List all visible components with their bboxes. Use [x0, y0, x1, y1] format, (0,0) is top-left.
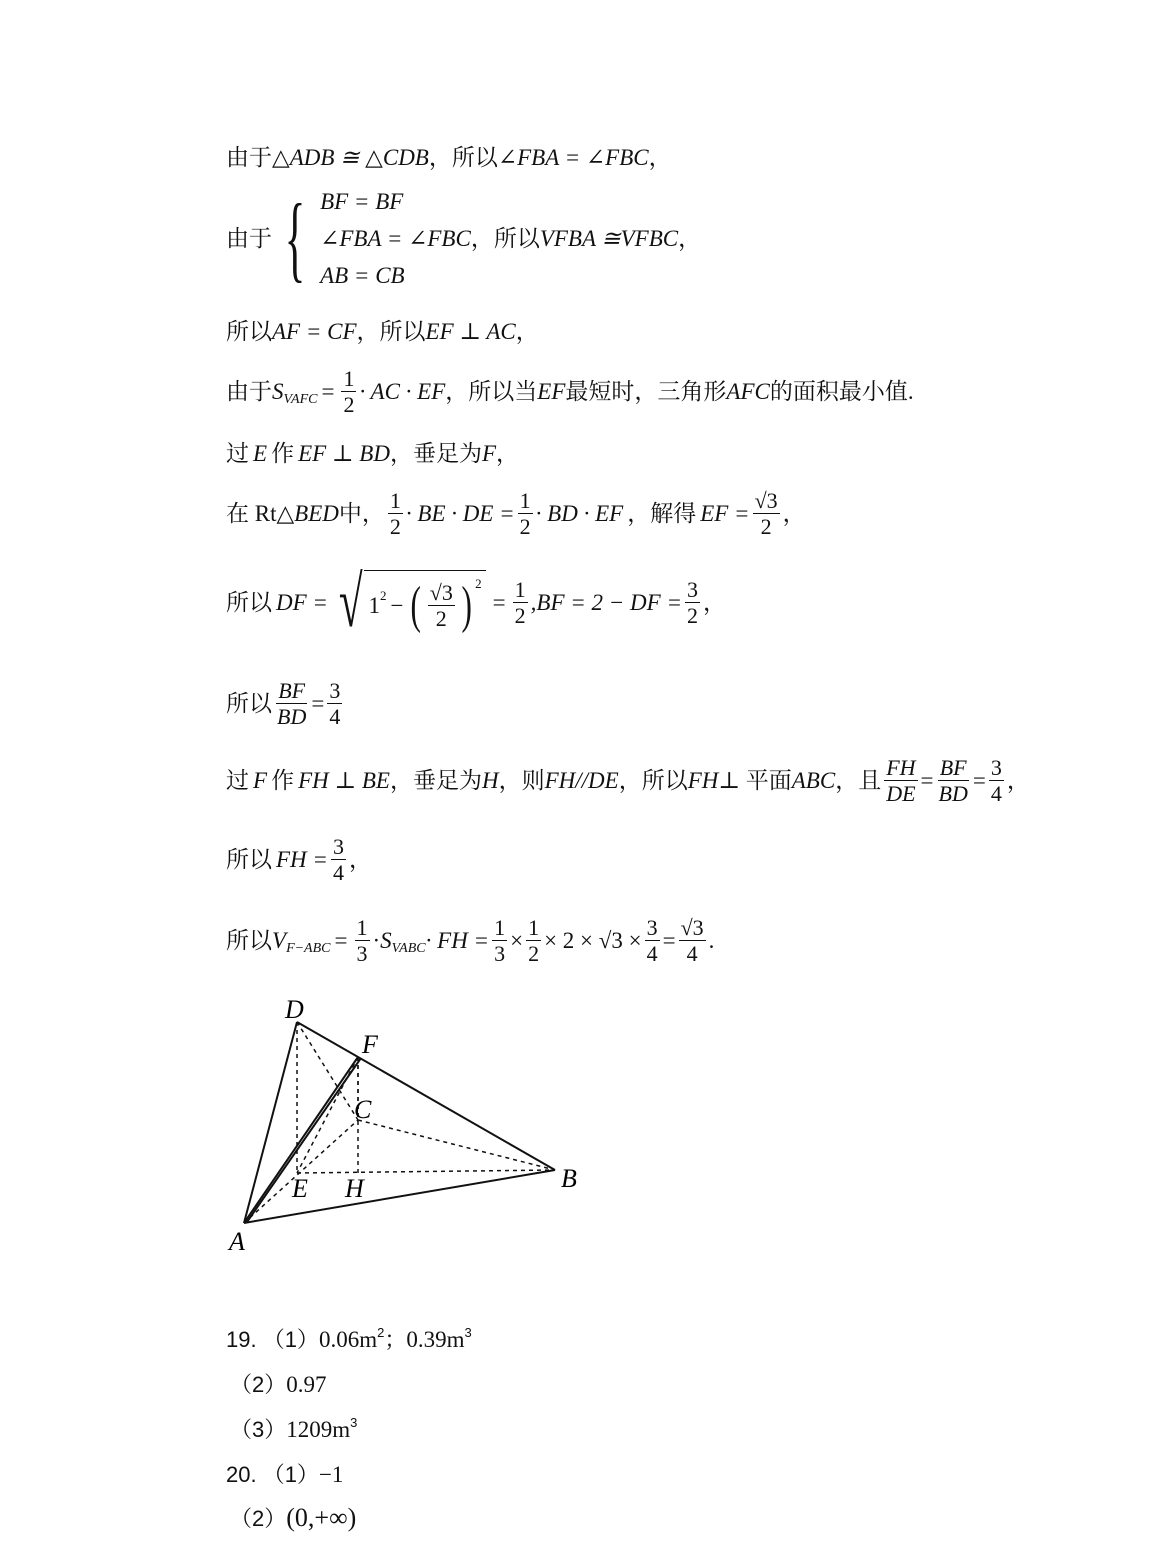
fraction [492, 915, 507, 967]
value: (0,+∞) [286, 1503, 357, 1532]
text: 最短时，三角形 [565, 379, 727, 405]
denominator: 3 [494, 941, 506, 967]
superscript: 3 [464, 1325, 472, 1340]
proof-line-1 [226, 146, 672, 169]
denominator: BD [938, 781, 968, 807]
numerator: 1 [389, 488, 401, 513]
math: △ADB ≅ △CDB [272, 145, 429, 170]
denominator: 3 [356, 941, 368, 967]
denominator: 4 [686, 941, 698, 967]
superscript: 2 [377, 1325, 385, 1340]
fraction [355, 915, 370, 967]
text: 中， [338, 501, 385, 527]
text: 所以 [226, 928, 272, 954]
answer-20-1 [226, 1458, 343, 1489]
superscript: 3 [350, 1415, 358, 1430]
fraction [937, 755, 970, 807]
math: △BED [276, 501, 339, 527]
proof-line-8 [226, 678, 345, 730]
math: FH ⊥ BE [298, 768, 390, 794]
fraction [341, 366, 356, 418]
system-row-3: AB = CB [320, 263, 405, 288]
subscript: F−ABC [286, 940, 331, 956]
value: 0.97 [286, 1372, 327, 1397]
text: ，则 [498, 768, 545, 794]
answer-19-2 [230, 1368, 327, 1399]
numerator: 1 [519, 488, 531, 513]
math: S [380, 928, 392, 954]
value: 0.06m [318, 1327, 378, 1352]
math: S [272, 379, 284, 405]
system-row-2 [320, 227, 701, 250]
text: = [492, 589, 506, 615]
text: ， [678, 226, 702, 251]
text: 所以 [226, 847, 272, 873]
fraction [513, 577, 528, 629]
text: × 2 × √3 × [544, 928, 642, 954]
fraction [645, 915, 660, 967]
text: = [662, 928, 676, 954]
text: − [390, 593, 404, 619]
denominator: DE [886, 781, 916, 807]
proof-line-3 [226, 320, 539, 343]
math: V [272, 928, 287, 954]
fraction [518, 488, 533, 540]
fraction [388, 488, 403, 540]
fraction [685, 577, 700, 629]
denominator: 2 [760, 514, 772, 540]
text: 所以 [226, 319, 272, 344]
text: 由于 [226, 379, 272, 405]
text: × [510, 928, 524, 954]
text: 1 [368, 593, 380, 619]
numerator: 3 [990, 755, 1002, 780]
left-paren-icon: ( [410, 576, 422, 634]
text: ，垂足为 [389, 441, 482, 466]
numerator: 1 [514, 576, 526, 602]
value: 1209m [286, 1417, 351, 1442]
radicand [364, 570, 485, 635]
fraction [753, 488, 780, 540]
math: · AC · EF [359, 379, 446, 405]
text: = [334, 928, 348, 954]
text: ，垂足为 [389, 768, 482, 794]
fraction [331, 834, 346, 886]
numerator: 3 [686, 576, 698, 602]
denominator: 2 [435, 606, 447, 632]
numerator: FH [886, 755, 916, 780]
proof-line-4 [226, 366, 914, 418]
label: 20. （1） [226, 1462, 319, 1487]
math: · BE · DE = [405, 501, 515, 527]
text: 的面积最小值. [769, 379, 914, 405]
label-E: E [292, 1174, 308, 1203]
square-root [331, 562, 486, 642]
text: ，所以 [470, 226, 540, 251]
answer-20-2 [230, 1502, 356, 1533]
text: 所以 [226, 589, 272, 615]
denominator: 4 [329, 704, 341, 730]
text: = [311, 691, 325, 717]
proof-line-11 [226, 915, 714, 967]
text: = [321, 379, 335, 405]
text: ，解得 [627, 501, 697, 527]
text: ， [702, 589, 726, 615]
math: VFBA ≅VFBC [539, 226, 679, 251]
superscript: 2 [475, 576, 482, 592]
denominator: 2 [514, 602, 526, 628]
text: ， [1006, 768, 1030, 794]
edge-FE [297, 1057, 358, 1173]
math: · FH = [425, 928, 490, 954]
text: ，所以 [356, 319, 426, 344]
system-row-1: BF = BF [320, 189, 404, 214]
numerator: 3 [646, 915, 658, 940]
proof-line-5 [226, 442, 519, 465]
value: −1 [318, 1462, 344, 1487]
denominator: 4 [332, 860, 344, 886]
math: AFC [726, 379, 770, 405]
math: EF ⊥ BD [298, 441, 390, 466]
text: ，所以 [618, 768, 688, 794]
answer-19-3 [230, 1413, 357, 1444]
denominator: 2 [343, 392, 355, 418]
fraction [526, 915, 541, 967]
subscript: VAFC [283, 391, 318, 407]
math: EF [537, 379, 566, 405]
text: · [372, 928, 381, 954]
math: ,BF = 2 − DF = [530, 589, 682, 615]
text: 在 Rt [226, 501, 277, 527]
numerator: √3 [429, 580, 453, 606]
text: 所以 [226, 691, 272, 717]
proof-line-7 [226, 562, 726, 642]
numerator: 1 [343, 366, 355, 391]
text: = [972, 768, 986, 794]
text: ， [515, 319, 539, 344]
brace-icon: { [284, 184, 306, 292]
text: 作 [271, 768, 295, 794]
value: 0.39m [406, 1327, 465, 1352]
denominator: 2 [528, 941, 540, 967]
text: ， [648, 145, 672, 170]
numerator: 1 [356, 915, 368, 940]
text: ， [348, 847, 372, 873]
text: ； [384, 1327, 407, 1352]
label-C: C [354, 1095, 372, 1124]
math: FH = [276, 847, 328, 873]
text: ， [496, 441, 520, 466]
brace-system [272, 184, 702, 292]
text: ，且 [835, 768, 882, 794]
math: EF ⊥ AC [425, 319, 516, 344]
superscript: 2 [379, 588, 387, 604]
label-H: H [345, 1174, 364, 1203]
edge-EB [297, 1170, 555, 1173]
edge-AD [244, 1022, 297, 1223]
math: · BD · EF [535, 501, 624, 527]
denominator: 2 [686, 602, 698, 628]
numerator: √3 [680, 915, 704, 940]
numerator: BF [278, 678, 306, 703]
math: DF = [276, 589, 328, 615]
label: 19. （1） [226, 1327, 319, 1352]
numerator: 1 [494, 915, 506, 940]
math: ∠FBA = ∠FBC [320, 226, 471, 251]
math: E [253, 441, 268, 466]
tetrahedron-figure [220, 990, 600, 1260]
radical-icon: √ [338, 562, 363, 642]
text: 过 [226, 768, 249, 794]
math: AF = CF [272, 319, 357, 344]
right-paren-icon: ) [461, 576, 472, 634]
label: （2） [230, 1372, 287, 1397]
math: FH//DE [544, 768, 619, 794]
denominator: 2 [519, 514, 531, 540]
numerator: 3 [332, 834, 344, 859]
math: ABC [791, 768, 836, 794]
numerator: 3 [329, 678, 341, 703]
edge-AB [244, 1170, 555, 1223]
math: H [481, 768, 499, 794]
math: F [481, 441, 497, 466]
proof-line-10 [226, 834, 372, 886]
denominator: 4 [646, 941, 658, 967]
math: ∠FBA = ∠FBC [497, 145, 649, 170]
label-D: D [285, 995, 304, 1024]
answer-19-1 [226, 1323, 472, 1354]
numerator: 1 [528, 915, 540, 940]
subscript: VABC [391, 940, 426, 956]
text: ， [782, 501, 806, 527]
numerator: √3 [754, 488, 778, 513]
fraction [679, 915, 706, 967]
fraction [989, 755, 1004, 807]
text: ⊥ 平面 [718, 768, 792, 794]
numerator: BF [939, 755, 967, 780]
math: F [253, 768, 268, 794]
label-F: F [362, 1030, 378, 1059]
text: ，所以 [428, 145, 498, 170]
denominator: 2 [389, 514, 401, 540]
proof-line-6 [226, 488, 806, 540]
fraction [428, 580, 455, 632]
proof-line-9 [226, 755, 1030, 807]
label-B: B [561, 1164, 577, 1193]
label: （3） [230, 1417, 287, 1442]
text: . [708, 928, 715, 954]
label: （2） [230, 1506, 287, 1531]
fraction [275, 678, 308, 730]
text: 由于 [226, 145, 272, 170]
edge-AC [244, 1120, 358, 1223]
math: EF = [700, 501, 750, 527]
text: 过 [226, 441, 249, 466]
text: ，所以当 [445, 379, 538, 405]
edge-CB [358, 1120, 555, 1170]
proof-line-system [226, 184, 702, 292]
fraction [327, 678, 342, 730]
label-A: A [229, 1227, 245, 1256]
math: FH [687, 768, 719, 794]
denominator: 4 [990, 781, 1002, 807]
text: 由于 [226, 226, 272, 251]
denominator: BD [277, 704, 307, 730]
fraction [884, 755, 917, 807]
text: 作 [271, 441, 295, 466]
text: = [920, 768, 934, 794]
